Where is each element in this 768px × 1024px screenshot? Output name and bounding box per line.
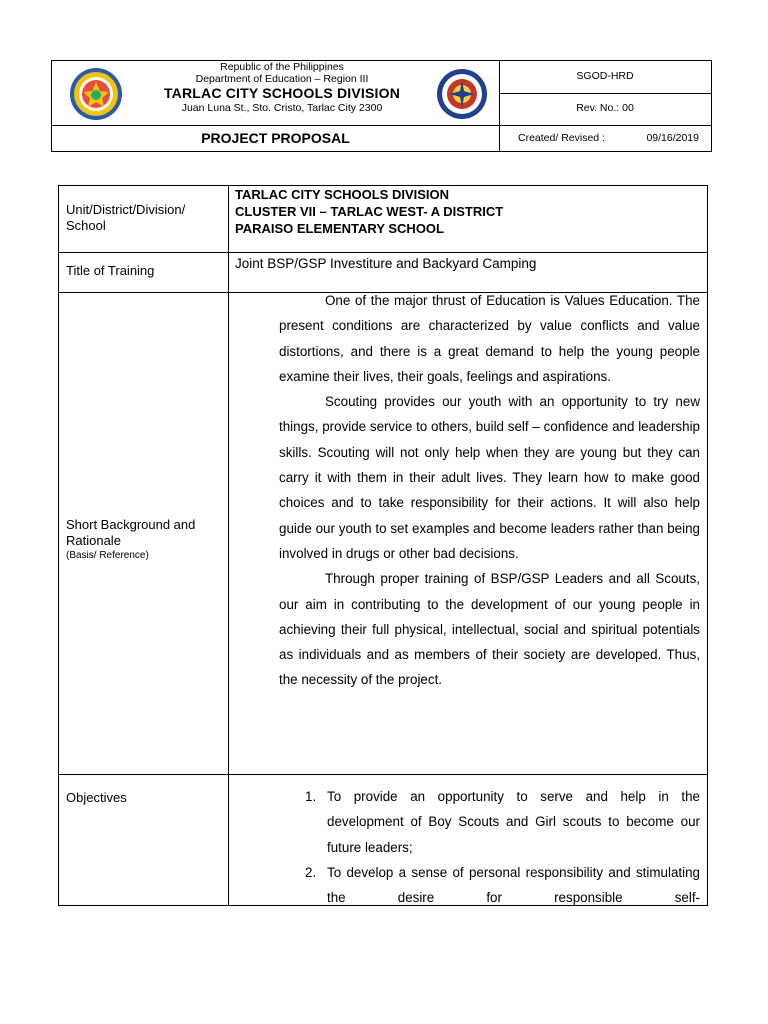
- document-header: [51, 60, 712, 152]
- header-division-name: TARLAC CITY SCHOOLS DIVISION: [163, 85, 401, 101]
- unit-line-division: TARLAC CITY SCHOOLS DIVISION: [235, 187, 450, 202]
- background-paragraph: One of the major thrust of Education is Values Education. The present conditions are characterized by value conflicts and value distortions, and there is a great demand to help the young people examine their lives, their goals, feelings and aspirations.: [279, 293, 700, 384]
- header-republic: Republic of the Philippines: [220, 61, 344, 73]
- created-date: 09/16/2019: [646, 132, 699, 144]
- table-row-divider: [59, 774, 707, 775]
- page-title: PROJECT PROPOSAL: [201, 130, 350, 146]
- training-title: Joint BSP/GSP Investiture and Backyard Camping: [235, 256, 537, 271]
- unit-line-school: PARAISO ELEMENTARY SCHOOL: [235, 221, 444, 236]
- background-label: [66, 517, 224, 562]
- form-code: SGOD-HRD: [576, 70, 634, 82]
- objective-text: To provide an opportunity to serve and help in the development of Boy Scouts and Girl scouts to become our future leaders;: [327, 789, 700, 855]
- background-label-text: Short Background and Rationale: [66, 517, 196, 548]
- header-divider-horizontal: [52, 125, 711, 126]
- objectives-label: Objectives: [66, 790, 127, 805]
- background-paragraph: Scouting provides our youth with an opportunity to try new things, provide service to others, build self – confidence and leadership skills. Scouting will not only help when they are young but they can carry it with them in their adult lives. They learn how to make good choices and to take responsibility for their actions. It will also help guide our youth to set examples and become leaders rather than being involved in drugs or other bad decisions.: [279, 394, 700, 561]
- objective-number: 1.: [305, 789, 317, 804]
- background-paragraphs: [279, 288, 700, 693]
- objectives-list: [279, 784, 700, 910]
- header-department: Department of Education – Region III: [195, 73, 369, 85]
- background-paragraph: Through proper training of BSP/GSP Leaders and all Scouts, our aim in contributing to the development of our young people in achieving their full physical, intellectual, social and spiritual potentials as individuals and as members of their society are developed. Thus, the necessity of the project.: [279, 571, 700, 688]
- background-sublabel: (Basis/ Reference): [66, 550, 149, 561]
- table-row-divider: [59, 252, 707, 253]
- created-label: Created/ Revised :: [518, 132, 605, 144]
- header-address: Juan Luna St., Sto. Cristo, Tarlac City 2300: [181, 102, 383, 114]
- table-column-divider: [228, 186, 229, 905]
- revision-number: Rev. No.: 00: [576, 102, 634, 114]
- header-divider-right: [499, 93, 711, 94]
- division-seal-icon: [69, 67, 123, 121]
- objective-item: [279, 784, 700, 860]
- objective-number: 2.: [305, 864, 317, 880]
- unit-label: Unit/District/Division/ School: [66, 202, 186, 233]
- objective-item: [279, 860, 700, 911]
- deped-seal-icon: [436, 68, 488, 120]
- proposal-table: [58, 185, 708, 906]
- unit-line-district: CLUSTER VII – TARLAC WEST- A DISTRICT: [235, 204, 504, 219]
- training-label: Title of Training: [66, 263, 155, 278]
- objective-text: To develop a sense of personal responsibility and stimulating the desire for responsible self-: [327, 864, 700, 906]
